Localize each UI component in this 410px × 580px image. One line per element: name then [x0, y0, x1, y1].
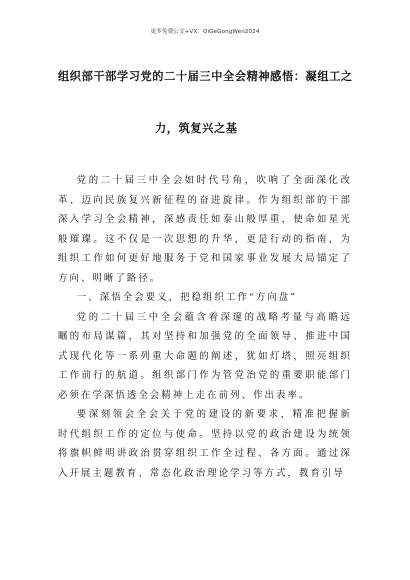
document-title-line-1: 组织部干部学习党的二十届三中全会精神感悟：凝组工之 — [58, 70, 353, 83]
paragraph-section-1-b: 要深刻领会全会关于党的建设的新要求，精准把握新时代组织工作的定位与使命。坚持以党的政治建设为统领将旗帜鲜明讲政治贯穿组织工作全过程、各方面。通过深入开展主题教育、常态化政治理论学习等方式，教育引导 — [58, 409, 352, 479]
header-note: 更多免费公文+VX：QiGeGongWen2024 — [150, 29, 260, 35]
paragraph-section-1-a: 党的二十届三中全会蕴含着深邃的战略考量与高瞻远瞩的布局谋篇，其对坚持和加强党的全面领导、推进中国式现代化等一系列重大命题的阐述，犹如灯塔，照亮组织工作前行的航道。组织部门作为管党治党的重要职能部门必须在学深悟透全会精神上走在前列、作出表率。 — [58, 311, 352, 401]
section-heading-1: 一、深悟全会要义，把稳组织工作“方向盘” — [76, 292, 298, 303]
paragraph-intro: 党的二十届三中全会如时代号角，吹响了全面深化改革、迈向民族复兴新征程的奋进旋律。作为组织部的干部深入学习全会精神，深感责任如泰山般厚重，使命如星光般璀璨。这不仅是一次思想的升华，更是行动的指南，为组织工作如何更好地服务于党和国家事业发展大局锚定了方向、明晰了路径。 — [58, 175, 352, 284]
document-body — [58, 171, 352, 483]
document-title-line-2: 力，筑复兴之基 — [155, 122, 238, 135]
